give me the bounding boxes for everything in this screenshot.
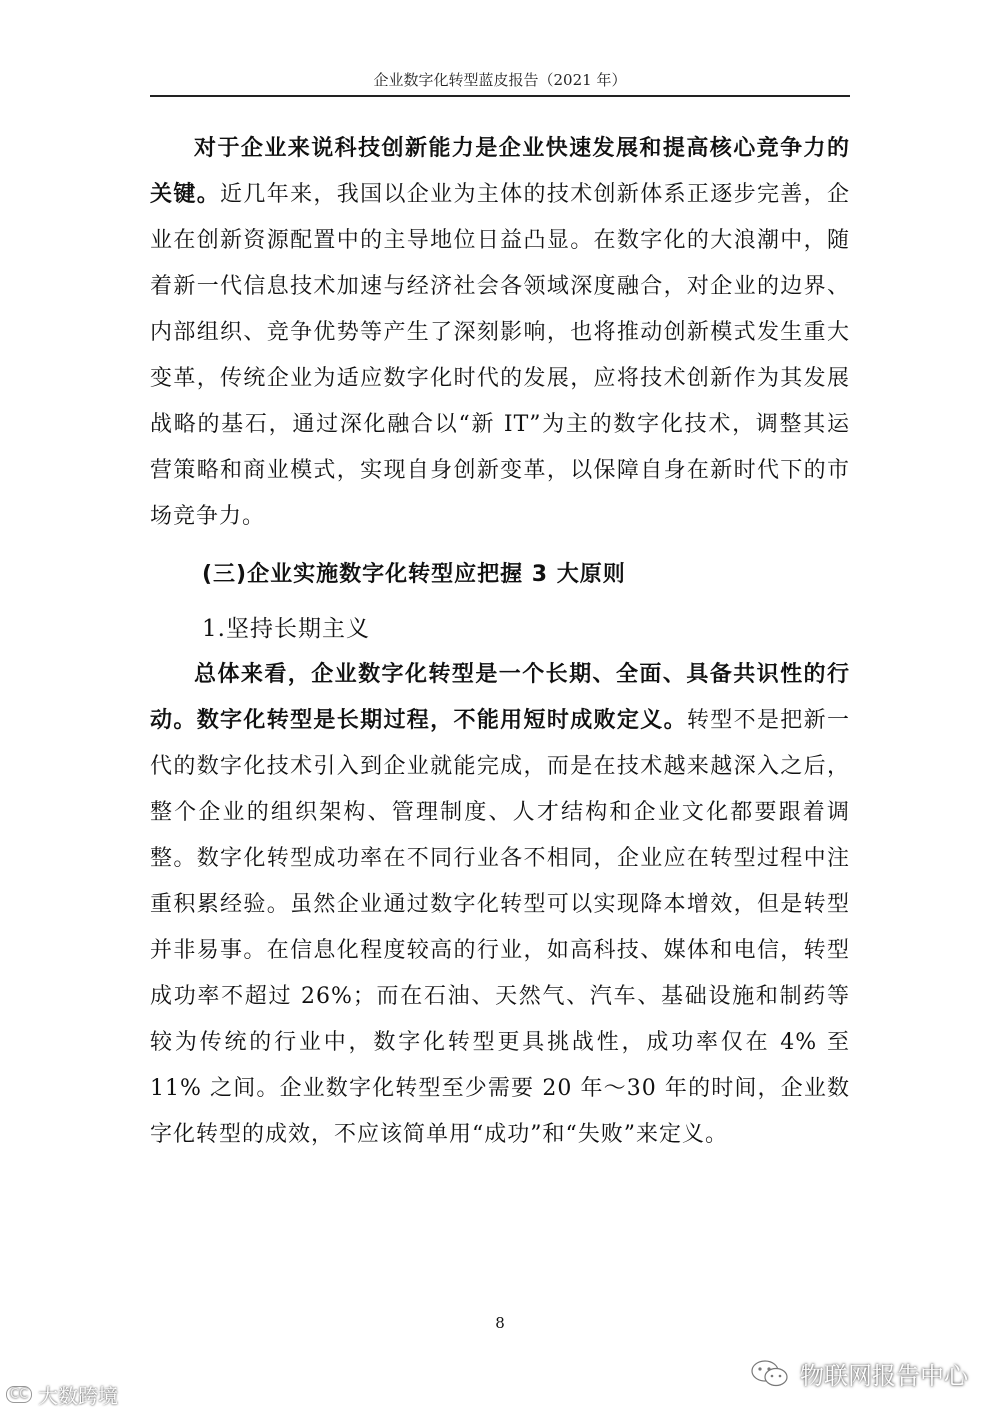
watermark-bottom-left [6,1380,118,1409]
body-text [150,126,850,1158]
watermark-bottom-right-text: 物联网报告中心 [800,1362,968,1390]
wechat-icon [750,1359,790,1389]
watermark-bottom-left-text: 大数跨境 [38,1384,119,1408]
paragraph-innovation-lead: 对于企业来说科技创新能力是企业快速发展和提高核心竞争力的关键。 [150,136,850,207]
paragraph-innovation [150,126,850,540]
page-number: 8 [495,1314,505,1332]
sub-heading: 1.坚持长期主义 [202,616,370,642]
section-heading: (三)企业实施数字化转型应把握 3 大原则 [202,562,626,587]
running-header: 企业数字化转型蓝皮报告（2021 年） [373,71,627,89]
paragraph-long-term-lead: 总体来看，企业数字化转型是一个长期、全面、具备共识性的行动。数字化转型是长期过程，不能用短时成败定义。 [150,662,850,733]
paragraph-long-term-body: 转型不是把新一代的数字化技术引入到企业就能完成，而是在技术越来越深入之后，整个企业的组织架构、管理制度、人才结构和企业文化都要跟着调整。数字化转型成功率在不同行业各不相同，企业应在转型过程中注重积累经验。虽然企业通过数字化转型可以实现降本增效，但是转型并非易事。在信息化程度较高的行业，如高科技、媒体和电信，转型成功率不超过 26%；而在石油、天然气、汽车、基础设施和制药等较为传统的行业中，数字化转型更具挑战性，成功率仅在 4% 至 11% 之间。企业数字化转型至少需要 20 年～30 年的时间，企业数字化转型的成效，不应该简单用“成功”和“失败”来定义。 [150,708,850,1147]
cc-icon: CC [6,1386,32,1403]
header-rule [150,95,850,97]
paragraph-innovation-body: 近几年来，我国以企业为主体的技术创新体系正逐步完善，企业在创新资源配置中的主导地位日益凸显。在数字化的大浪潮中，随着新一代信息技术加速与经济社会各领域深度融合，对企业的边界、内部组织、竞争优势等产生了深刻影响，也将推动创新模式发生重大变革，传统企业为适应数字化时代的发展，应将技术创新作为其发展战略的基石，通过深化融合以“新 IT”为主的数字化技术，调整其运营策略和商业模式，实现自身创新变革，以保障自身在新时代下的市场竞争力。 [150,182,850,529]
paragraph-long-term [150,652,850,1158]
watermark-bottom-right [750,1356,968,1391]
